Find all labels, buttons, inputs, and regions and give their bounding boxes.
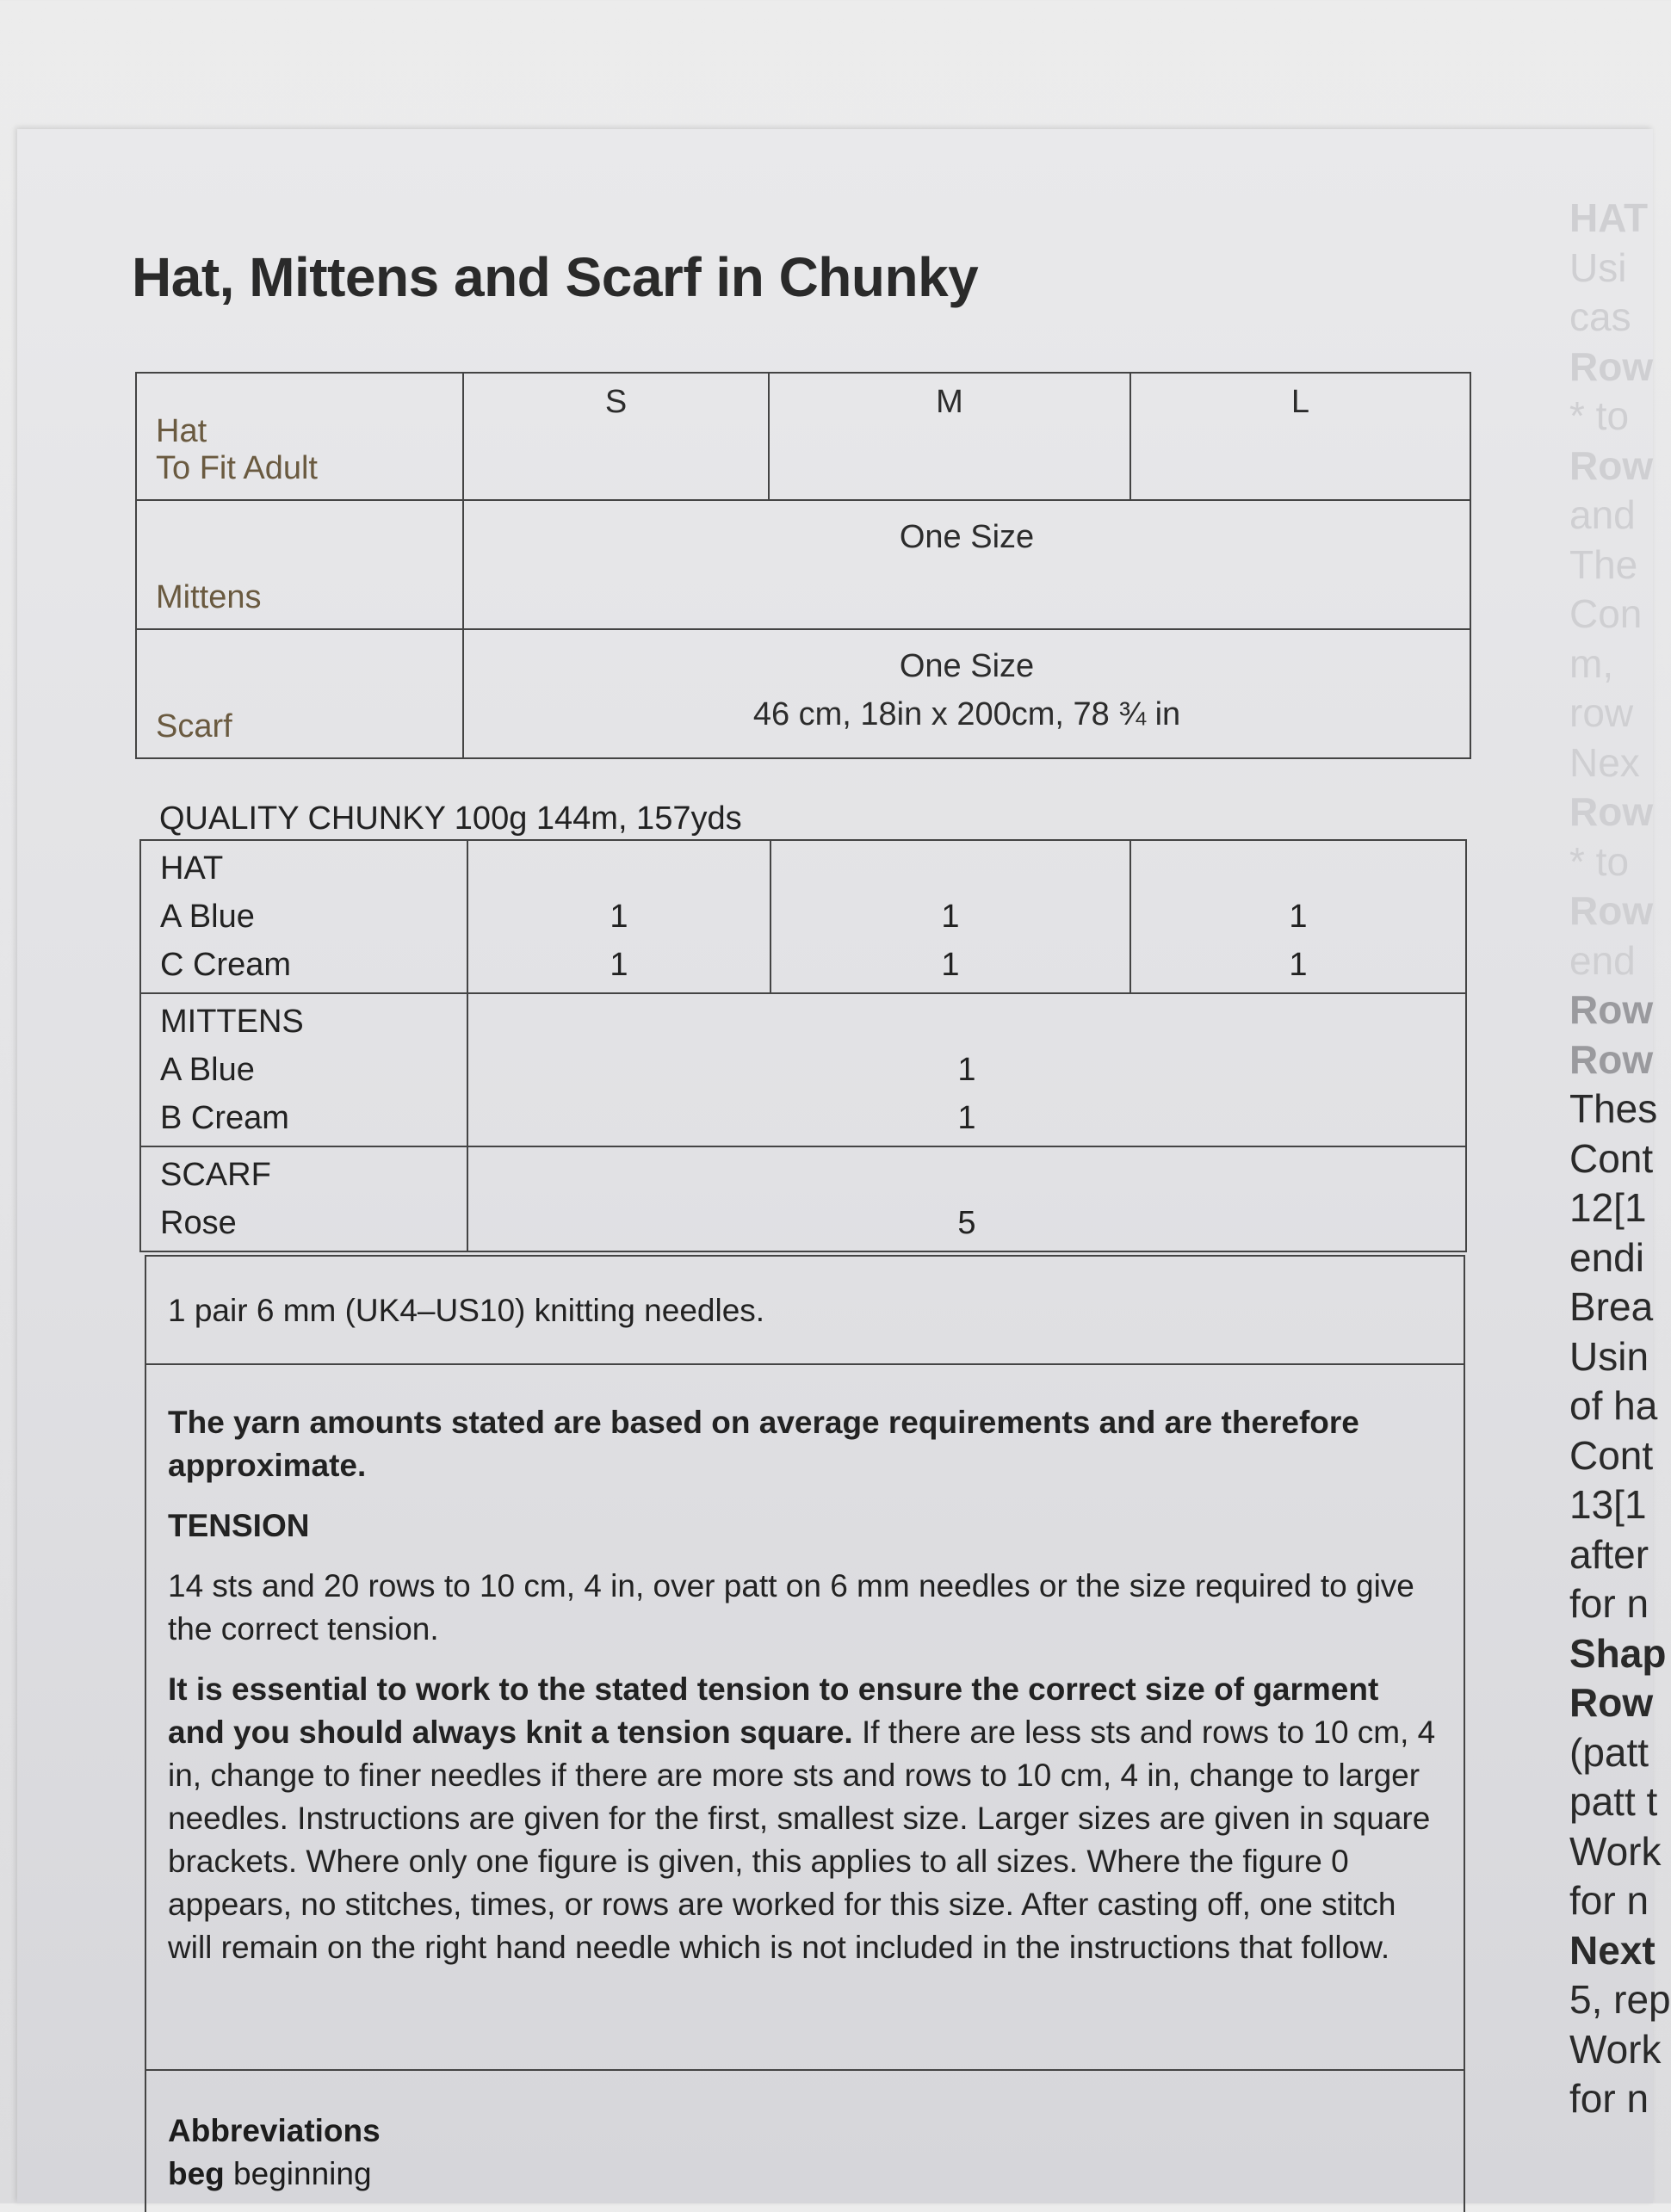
qty-value: 1 — [1289, 899, 1308, 935]
yarn-amount-note: The yarn amounts stated are based on average requirements and are therefore approximate. — [168, 1405, 1359, 1483]
fragment: Usi — [1569, 244, 1627, 290]
scarf-size-cell — [463, 629, 1470, 758]
fragment: for n — [1569, 1878, 1649, 1923]
mittens-color-a: A Blue — [160, 1052, 255, 1088]
fragment: Brea — [1569, 1284, 1654, 1329]
next-column-fragments — [1569, 194, 1671, 2124]
qty-value: 1 — [941, 947, 960, 983]
hat-qty-l — [1130, 840, 1466, 993]
scarf-dimensions: 46 cm, 18in x 200cm, 78 ¾ in — [752, 696, 1181, 732]
scarf-heading: SCARF — [160, 1157, 271, 1193]
fragment: * to — [1569, 393, 1630, 438]
mittens-size: One Size — [463, 500, 1470, 629]
table-row — [140, 840, 1466, 993]
fragment: for n — [1569, 2076, 1649, 2121]
needles-line: 1 pair 6 mm (UK4–US10) knitting needles. — [146, 1257, 1464, 1365]
fragment: (patt — [1569, 1729, 1649, 1775]
page-title: Hat, Mittens and Scarf in Chunky — [132, 246, 979, 308]
abbreviations-section — [146, 2071, 1464, 2196]
mittens-heading: MITTENS — [160, 1004, 304, 1040]
fit-label: To Fit Adult — [156, 450, 318, 486]
size-l-header: L — [1130, 373, 1470, 500]
scarf-size: One Size — [899, 648, 1035, 684]
hat-qty-s — [467, 840, 771, 993]
fragment: Row — [1569, 789, 1654, 834]
tension-text: 14 sts and 20 rows to 10 cm, 4 in, over patt on 6 mm needles or the size required to give the correct tension. — [168, 1568, 1414, 1647]
hat-color-c: C Cream — [160, 947, 292, 983]
fragment: Work — [1569, 2026, 1662, 2072]
fragment: Cont — [1569, 1432, 1654, 1478]
fragment: 5, rep — [1569, 1977, 1671, 2022]
abbreviation-entry — [168, 2153, 1442, 2196]
fragment: 13[1 — [1569, 1482, 1647, 1527]
tension-section — [146, 1365, 1464, 2071]
hat-color-a: A Blue — [160, 899, 255, 935]
qty-value: 1 — [1289, 947, 1308, 983]
fragment: Shap — [1569, 1630, 1667, 1676]
hat-label: Hat — [156, 413, 207, 449]
tension-essential-bold: It is essential to work to the stated tension to ensure the correct size of garment and you should always knit a tension square. — [168, 1671, 1379, 1750]
fragment: for n — [1569, 1581, 1649, 1626]
fragment: cas — [1569, 294, 1631, 339]
qty-value: 1 — [957, 1100, 976, 1136]
fragment: Row — [1569, 343, 1654, 389]
qty-value: 1 — [610, 899, 628, 935]
qty-value: 5 — [957, 1205, 976, 1241]
mittens-qty — [467, 993, 1466, 1146]
table-row — [140, 1146, 1466, 1251]
fragment: row — [1569, 690, 1634, 735]
hat-label-cell — [136, 373, 463, 500]
qty-value: 1 — [610, 947, 628, 983]
fragment: HAT — [1569, 195, 1649, 240]
fragment: Con — [1569, 591, 1643, 636]
fragment: Row — [1569, 987, 1654, 1032]
yarn-quality-line: QUALITY CHUNKY 100g 144m, 157yds — [159, 800, 742, 837]
tension-essential-paragraph — [168, 1668, 1442, 1969]
table-row — [136, 500, 1470, 629]
fragment: and — [1569, 492, 1636, 537]
fragment: * to — [1569, 838, 1630, 884]
fragment: Row — [1569, 888, 1654, 933]
fragment: Next — [1569, 1927, 1656, 1973]
size-m-header: M — [769, 373, 1130, 500]
mittens-yarn-label-cell — [140, 993, 467, 1146]
fragment: after — [1569, 1531, 1649, 1577]
fragment: end — [1569, 937, 1636, 983]
size-s-header: S — [463, 373, 769, 500]
abbreviation-meaning: beginning — [224, 2156, 372, 2191]
mittens-label: Mittens — [136, 500, 463, 629]
fragment: 12[1 — [1569, 1185, 1647, 1230]
hat-yarn-label-cell — [140, 840, 467, 993]
yarn-table — [139, 839, 1467, 1252]
scarf-qty — [467, 1146, 1466, 1251]
table-row — [136, 629, 1470, 758]
fragment: patt t — [1569, 1779, 1658, 1824]
tension-essential-rest: If there are less sts and rows to 10 cm, 4 in, change to finer needles if there are more sts and rows to 10 cm, 4 in, change to larger needles. Instructions are given for the first, smallest size. Larger sizes are given in square brackets. Where only one figure is given, this applies to all sizes. Where the figure 0 appears, no stitches, times, or rows are worked for this size. After casting off, one stitch will remain on the right hand needle which is not included in the instructions that follow. — [168, 1715, 1436, 1965]
table-row — [140, 993, 1466, 1146]
qty-value: 1 — [957, 1052, 976, 1088]
pattern-notes-box — [145, 1255, 1465, 2212]
fragment: Cont — [1569, 1135, 1654, 1181]
fragment: The — [1569, 541, 1638, 587]
hat-qty-m — [771, 840, 1130, 993]
fragment: Row — [1569, 442, 1654, 488]
sizes-table — [135, 372, 1471, 759]
mittens-color-b: B Cream — [160, 1100, 289, 1136]
hat-heading: HAT — [160, 850, 224, 887]
scarf-yarn-label-cell — [140, 1146, 467, 1251]
qty-value: 1 — [941, 899, 960, 935]
scarf-label: Scarf — [136, 629, 463, 758]
fragment: of ha — [1569, 1383, 1658, 1428]
fragment: Thes — [1569, 1086, 1658, 1131]
fragment: Row — [1569, 1036, 1654, 1082]
fragment: Nex — [1569, 739, 1640, 785]
tension-heading: TENSION — [168, 1508, 310, 1543]
fragment: Row — [1569, 1680, 1654, 1725]
abbreviations-heading: Abbreviations — [168, 2113, 381, 2148]
abbreviation-term: beg — [168, 2156, 225, 2191]
scarf-color: Rose — [160, 1205, 237, 1241]
fragment: Usin — [1569, 1333, 1649, 1379]
fragment: endi — [1569, 1234, 1644, 1280]
fragment: Work — [1569, 1828, 1662, 1874]
table-row — [136, 373, 1470, 500]
fragment: m, — [1569, 640, 1614, 686]
